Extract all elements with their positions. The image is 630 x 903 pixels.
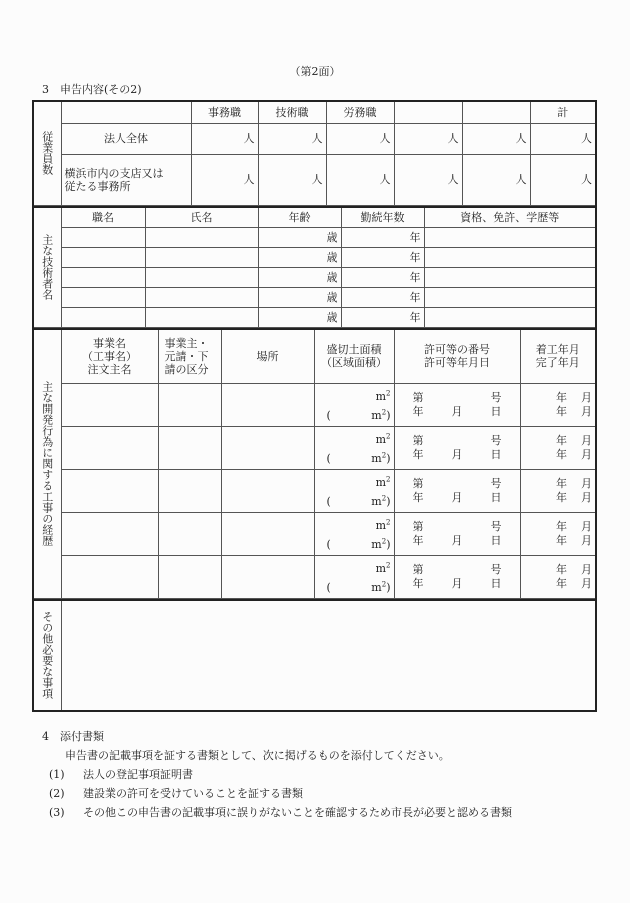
name-input[interactable] <box>145 308 258 328</box>
tenure-input[interactable] <box>341 308 424 328</box>
count-cell[interactable]: 人 <box>530 123 595 154</box>
count-cell[interactable]: 人 <box>326 154 394 205</box>
list-item-num: (3) <box>49 806 65 819</box>
name-input[interactable] <box>145 248 258 268</box>
header-dates: 着工年月 完了年月 <box>520 329 595 383</box>
permit-date: 年 月 日 <box>412 490 502 504</box>
qualifications-input[interactable] <box>424 288 595 308</box>
header-qualifications: 資格、免許、学歴等 <box>424 207 595 228</box>
region-area-unit: ( $m^2$) <box>326 451 391 465</box>
table-row <box>34 555 595 598</box>
dates-input[interactable] <box>520 469 595 512</box>
location-input[interactable] <box>221 512 314 555</box>
contract-type-input[interactable] <box>158 469 221 512</box>
end-date: 年 月 <box>556 490 592 504</box>
permit-input[interactable] <box>394 383 520 426</box>
location-input[interactable] <box>221 426 314 469</box>
contract-type-input[interactable] <box>158 512 221 555</box>
age-unit: 歳 <box>326 231 338 244</box>
title-input[interactable] <box>61 228 145 248</box>
qualifications-input[interactable] <box>424 268 595 288</box>
header-name: 氏名 <box>145 207 258 228</box>
page-label: （第2面） <box>289 65 341 78</box>
project-name-input[interactable] <box>61 383 158 426</box>
region-area-unit: ( $m^2$) <box>326 494 391 508</box>
count-cell[interactable]: 人 <box>191 154 258 205</box>
age-input[interactable] <box>258 288 341 308</box>
attachments-title: 4 添付書類 <box>42 730 104 743</box>
table-row <box>34 268 595 288</box>
header-technical: 技術職 <box>258 102 326 123</box>
header-permit: 許可等の番号 許可等年月日 <box>394 329 520 383</box>
name-input[interactable] <box>145 228 258 248</box>
count-cell[interactable]: 人 <box>326 123 394 154</box>
count-cell[interactable]: 人 <box>462 154 530 205</box>
area-input[interactable] <box>314 426 394 469</box>
end-date: 年 月 <box>556 533 592 547</box>
employees-table <box>34 102 595 206</box>
list-item-text: 建設業の許可を受けていることを証する書類 <box>83 787 303 800</box>
employees-side-label: 従業員数 <box>34 102 61 205</box>
table-row <box>34 426 595 469</box>
table-row <box>34 248 595 268</box>
attachments-section <box>42 730 602 820</box>
age-input[interactable] <box>258 268 341 288</box>
area-unit: $m^2$ <box>375 475 391 489</box>
list-item-text: 法人の登記事項証明書 <box>83 768 193 781</box>
table-row <box>34 469 595 512</box>
location-input[interactable] <box>221 555 314 598</box>
qualifications-input[interactable] <box>424 228 595 248</box>
dates-input[interactable] <box>520 426 595 469</box>
other-table <box>34 599 595 710</box>
count-cell[interactable]: 人 <box>191 123 258 154</box>
age-input[interactable] <box>258 248 341 268</box>
title-input[interactable] <box>61 288 145 308</box>
tenure-input[interactable] <box>341 288 424 308</box>
end-date: 年 月 <box>556 576 592 590</box>
region-area-unit: ( $m^2$) <box>326 408 391 422</box>
count-cell[interactable]: 人 <box>258 123 326 154</box>
header-location: 場所 <box>221 329 314 383</box>
list-item <box>42 787 602 801</box>
permit-number: 第 号 <box>412 519 502 533</box>
years-unit: 年 <box>409 231 421 244</box>
project-name-input[interactable] <box>61 469 158 512</box>
contract-type-input[interactable] <box>158 555 221 598</box>
start-date: 年 月 <box>556 562 592 576</box>
name-input[interactable] <box>145 268 258 288</box>
table-row <box>34 288 595 308</box>
list-item-text: その他この申告書の記載事項に誤りがないことを確認するため市長が必要と認める書類 <box>83 806 512 819</box>
area-input[interactable] <box>314 469 394 512</box>
table-row <box>34 228 595 248</box>
permit-number: 第 号 <box>412 562 502 576</box>
other-input[interactable] <box>61 600 595 710</box>
engineers-table <box>34 206 595 329</box>
area-input[interactable] <box>314 383 394 426</box>
table-row <box>34 308 595 328</box>
start-date: 年 月 <box>556 519 592 533</box>
attachments-intro: 申告書の記載事項を証する書類として、次に掲げるものを添付してください。 <box>65 749 450 762</box>
area-unit: $m^2$ <box>375 561 391 575</box>
area-unit: $m^2$ <box>375 389 391 403</box>
age-input[interactable] <box>258 228 341 248</box>
years-unit: 年 <box>409 251 421 264</box>
header-age: 年齢 <box>258 207 341 228</box>
permit-date: 年 月 日 <box>412 533 502 547</box>
table-row <box>34 154 595 205</box>
area-input[interactable] <box>314 555 394 598</box>
table-row <box>34 383 595 426</box>
header-blank <box>61 102 191 123</box>
header-clerical: 事務職 <box>191 102 258 123</box>
header-total: 計 <box>530 102 595 123</box>
start-date: 年 月 <box>556 476 592 490</box>
end-date: 年 月 <box>556 404 592 418</box>
project-name-input[interactable] <box>61 555 158 598</box>
list-item-num: (2) <box>49 787 65 800</box>
years-unit: 年 <box>409 311 421 324</box>
row-label: 法人全体 <box>61 123 191 154</box>
qualifications-input[interactable] <box>424 248 595 268</box>
header-area: 盛切土面積 （区域面積） <box>314 329 394 383</box>
header-blank-2[interactable] <box>462 102 530 123</box>
row-label: 横浜市内の支店又は従たる事務所 <box>61 154 191 205</box>
dates-input[interactable] <box>520 512 595 555</box>
count-cell[interactable]: 人 <box>530 154 595 205</box>
age-input[interactable] <box>258 308 341 328</box>
qualifications-input[interactable] <box>424 308 595 328</box>
years-unit: 年 <box>409 271 421 284</box>
permit-date: 年 月 日 <box>412 404 502 418</box>
header-title: 職名 <box>61 207 145 228</box>
permit-input[interactable] <box>394 512 520 555</box>
years-unit: 年 <box>409 291 421 304</box>
title-input[interactable] <box>61 248 145 268</box>
contract-type-input[interactable] <box>158 383 221 426</box>
table-row <box>34 512 595 555</box>
header-tenure: 勤続年数 <box>341 207 424 228</box>
permit-date: 年 月 日 <box>412 447 502 461</box>
tenure-input[interactable] <box>341 228 424 248</box>
project-name-input[interactable] <box>61 426 158 469</box>
title-input[interactable] <box>61 308 145 328</box>
region-area-unit: ( $m^2$) <box>326 537 391 551</box>
start-date: 年 月 <box>556 390 592 404</box>
region-area-unit: ( $m^2$) <box>326 580 391 594</box>
permit-number: 第 号 <box>412 390 502 404</box>
area-unit: $m^2$ <box>375 518 391 532</box>
end-date: 年 月 <box>556 447 592 461</box>
permit-input[interactable] <box>394 555 520 598</box>
permit-number: 第 号 <box>412 476 502 490</box>
dates-input[interactable] <box>520 555 595 598</box>
start-date: 年 月 <box>556 433 592 447</box>
list-item <box>42 768 602 782</box>
title-input[interactable] <box>61 268 145 288</box>
tenure-input[interactable] <box>341 248 424 268</box>
permit-input[interactable] <box>394 469 520 512</box>
count-cell[interactable]: 人 <box>394 154 462 205</box>
contract-type-input[interactable] <box>158 426 221 469</box>
development-side-label: 主な開発行為に関する工事の経歴 <box>34 329 61 598</box>
permit-input[interactable] <box>394 426 520 469</box>
engineers-side-label: 主な技術者名 <box>34 207 61 328</box>
list-item <box>42 806 602 820</box>
section3-title: 3 申告内容(その2) <box>42 83 142 96</box>
header-project-name: 事業名 （工事名） 注文主名 <box>61 329 158 383</box>
count-cell[interactable]: 人 <box>258 154 326 205</box>
header-labor: 労務職 <box>326 102 394 123</box>
table-row <box>34 123 595 154</box>
location-input[interactable] <box>221 469 314 512</box>
list-item-num: (1) <box>49 768 65 781</box>
age-unit: 歳 <box>326 271 338 284</box>
age-unit: 歳 <box>326 311 338 324</box>
name-input[interactable] <box>145 288 258 308</box>
permit-number: 第 号 <box>412 433 502 447</box>
area-input[interactable] <box>314 512 394 555</box>
age-unit: 歳 <box>326 291 338 304</box>
application-form <box>32 100 597 712</box>
other-side-label: その他必要な事項 <box>34 600 61 710</box>
permit-date: 年 月 日 <box>412 576 502 590</box>
header-blank-1[interactable] <box>394 102 462 123</box>
tenure-input[interactable] <box>341 268 424 288</box>
age-unit: 歳 <box>326 251 338 264</box>
dates-input[interactable] <box>520 383 595 426</box>
area-unit: $m^2$ <box>375 432 391 446</box>
count-cell[interactable]: 人 <box>394 123 462 154</box>
header-contract-type: 事業主・ 元請・下 請の区分 <box>158 329 221 383</box>
count-cell[interactable]: 人 <box>462 123 530 154</box>
development-table <box>34 328 595 599</box>
location-input[interactable] <box>221 383 314 426</box>
project-name-input[interactable] <box>61 512 158 555</box>
